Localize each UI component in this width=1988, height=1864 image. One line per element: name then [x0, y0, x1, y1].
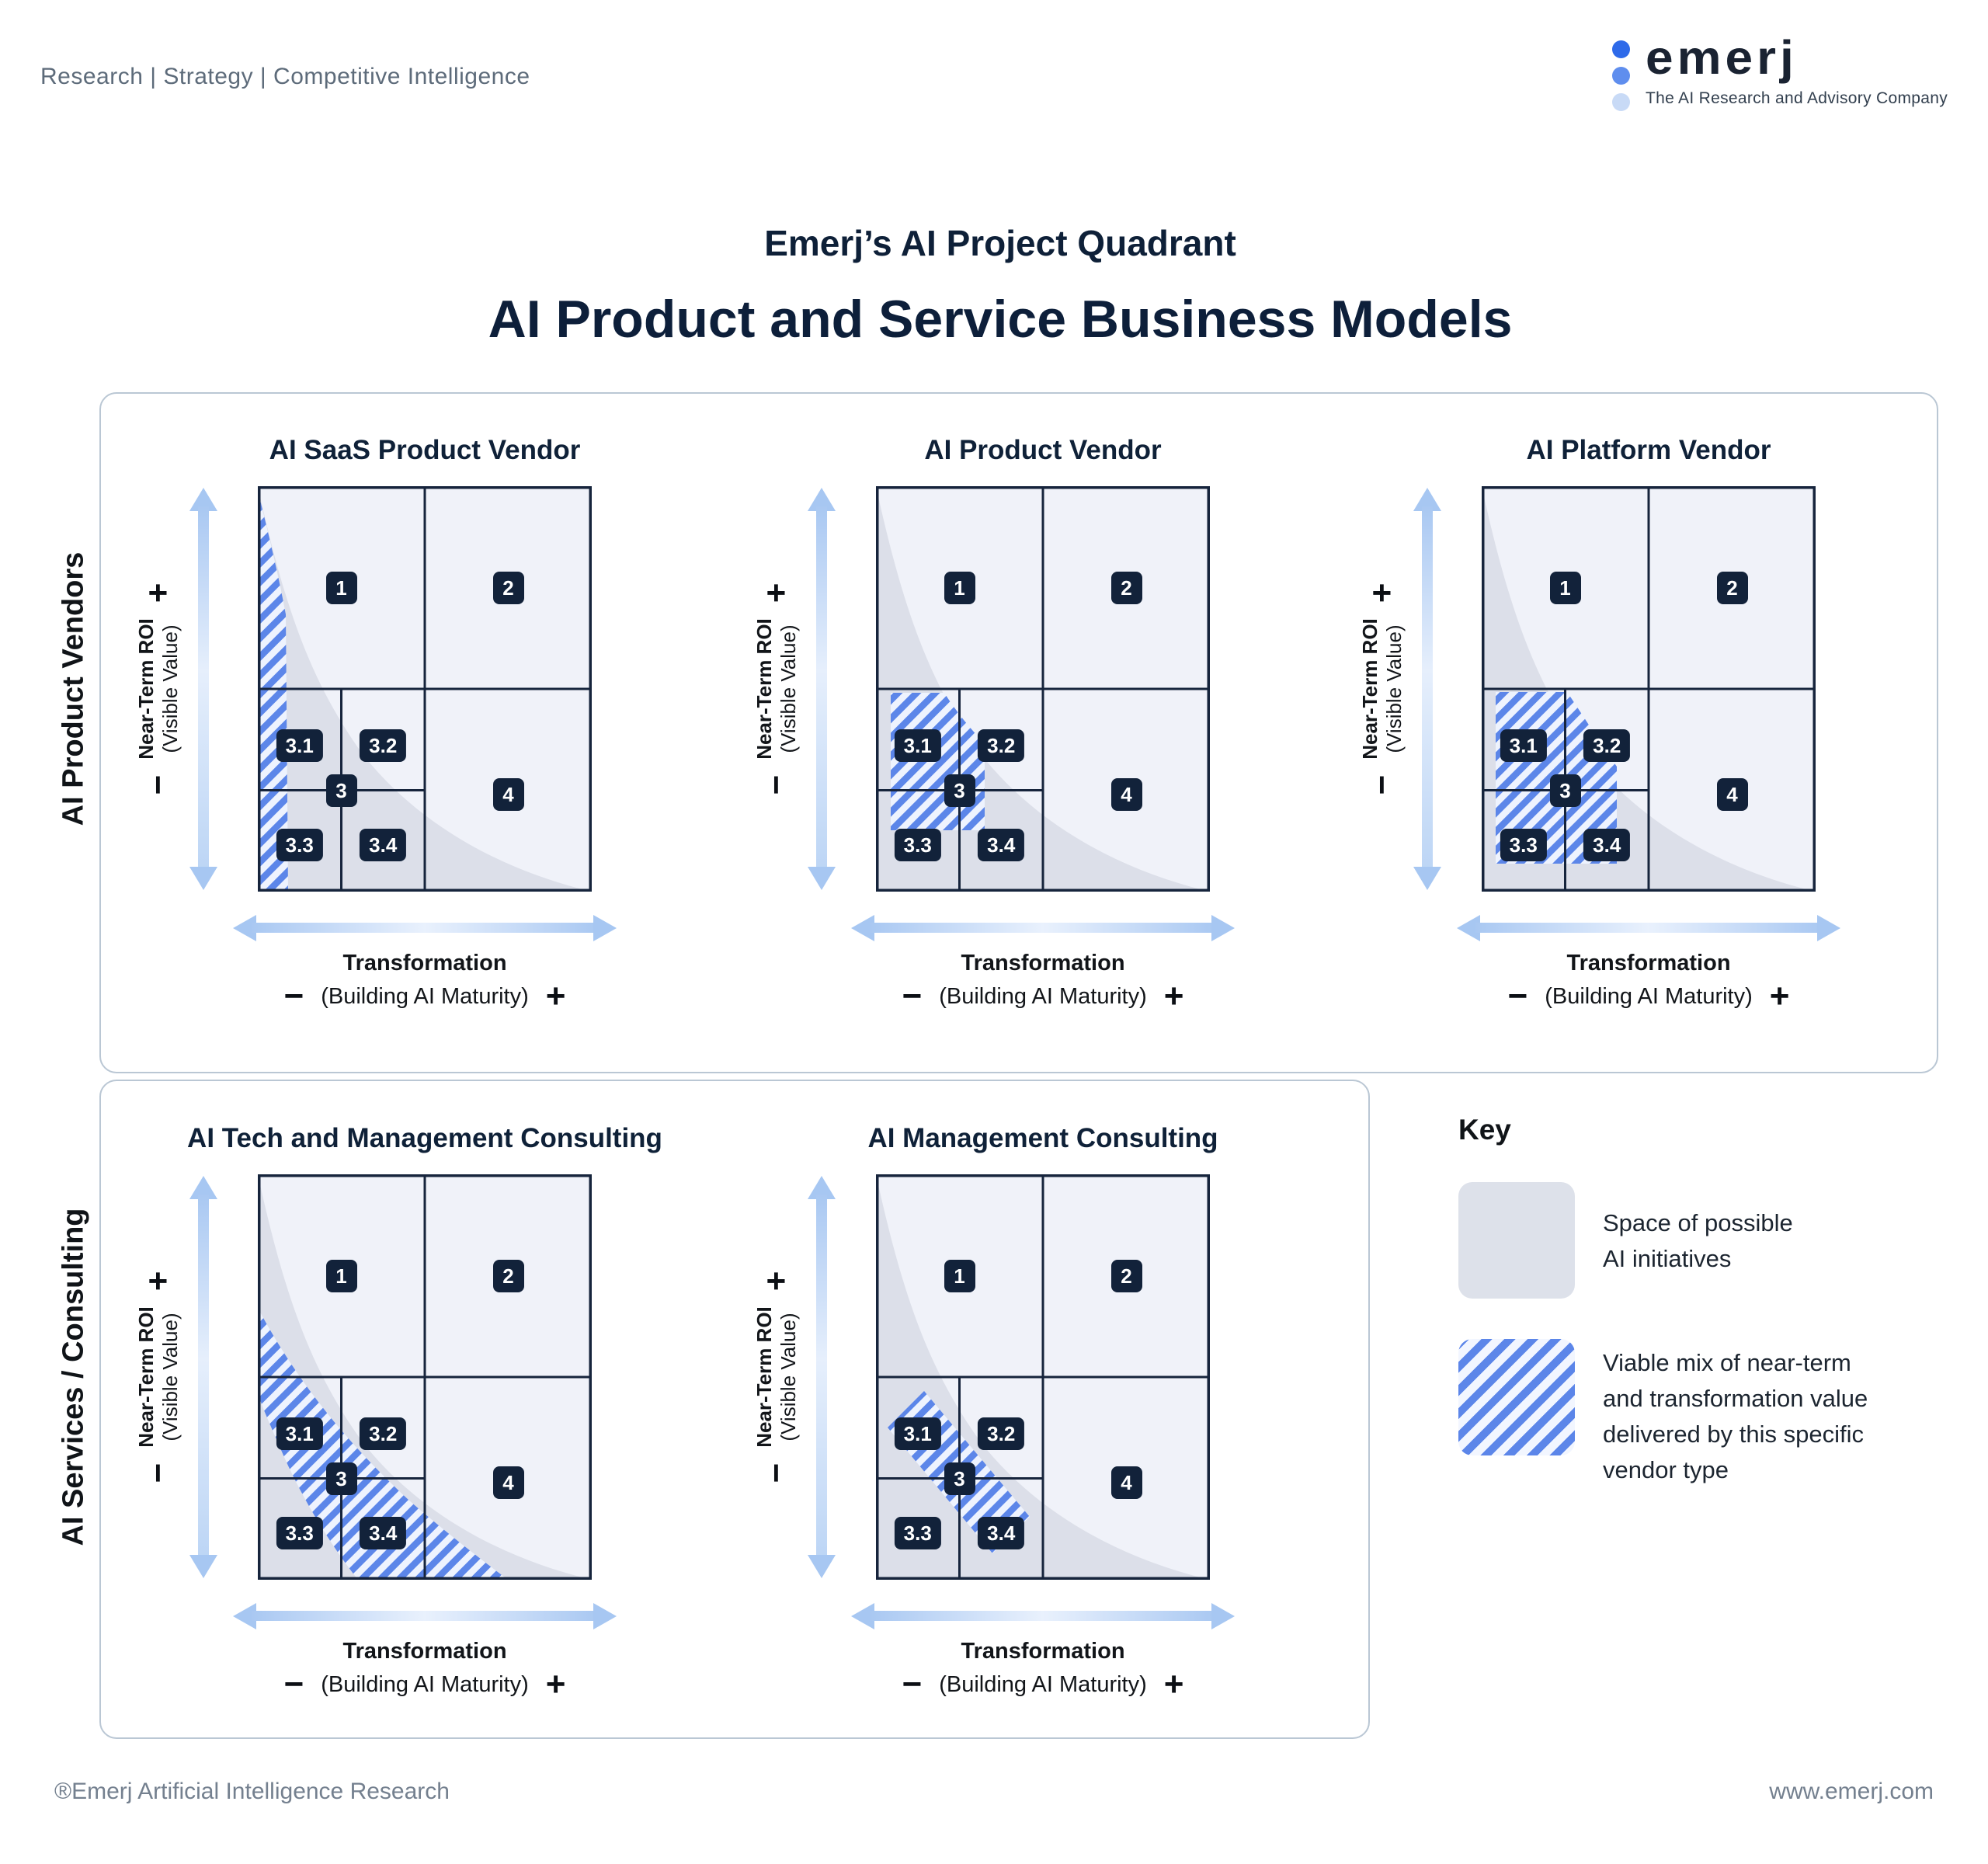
arrow-head-right-icon — [593, 915, 617, 941]
quadrant-plot-ai-product-vendor — [876, 486, 1210, 892]
key-line: delivered by this specific — [1603, 1420, 1864, 1448]
page-title: AI Product and Service Business Models — [488, 290, 1513, 349]
x-axis-arrow-icon — [851, 1603, 1235, 1629]
x-axis-arrow-icon — [851, 915, 1235, 941]
arrow-shaft — [1422, 506, 1433, 871]
quadrant-badge-1: 1 — [944, 572, 975, 604]
y-axis-minus: − — [1363, 774, 1401, 795]
y-axis-label-line2: (Visible Value) — [158, 624, 182, 753]
key-swatch-space-of-possible — [1458, 1182, 1575, 1299]
y-axis-minus: − — [139, 1462, 177, 1483]
y-axis-label-line2: (Visible Value) — [158, 1313, 182, 1441]
logo-text-block — [1646, 30, 1948, 108]
x-axis-plus: + — [545, 1665, 566, 1703]
logo-dots-icon — [1612, 33, 1630, 111]
x-axis-plus: + — [1769, 977, 1790, 1015]
arrow-shaft — [198, 506, 209, 871]
quadrant-badge-3: 3 — [326, 1462, 357, 1495]
emerj-logo — [1612, 30, 1948, 111]
arrow-head-down-icon — [189, 1555, 217, 1578]
key-label-space-of-possible — [1603, 1205, 1793, 1277]
x-axis-label-text: (Building AI Maturity) — [321, 983, 529, 1009]
y-axis-minus: − — [139, 774, 177, 795]
x-axis-label-line2 — [810, 1665, 1276, 1703]
quadrant-badge-2: 2 — [493, 1260, 524, 1292]
x-axis-label-line1: Transformation — [342, 1639, 507, 1664]
y-axis-plus: + — [139, 1271, 177, 1292]
y-axis-label-line2: (Visible Value) — [777, 1313, 800, 1441]
x-axis-label-line2 — [1416, 979, 1882, 1014]
arrow-shaft — [1475, 923, 1822, 933]
quadrant-badge-3-3: 3.3 — [895, 829, 941, 861]
quadrant-plot-ai-saas-product-vendor — [258, 486, 592, 892]
quadrant-badge-3-4: 3.4 — [360, 1517, 406, 1549]
quadrant-badge-3-4: 3.4 — [978, 1517, 1024, 1549]
arrow-head-down-icon — [1413, 867, 1441, 890]
quadrant-badge-1: 1 — [326, 1260, 357, 1292]
x-axis-label — [1416, 951, 1882, 1014]
brand-tagline: Research | Strategy | Competitive Intelligence — [40, 64, 530, 89]
logo-dot-3 — [1612, 93, 1630, 111]
quadrant-badge-3-1: 3.1 — [276, 729, 323, 762]
y-axis-label-line1: Near-Term ROI — [752, 618, 776, 760]
arrow-head-down-icon — [808, 1555, 836, 1578]
quadrant-badge-3-4: 3.4 — [978, 829, 1024, 861]
x-axis-label-text: (Building AI Maturity) — [321, 1671, 529, 1697]
chart-title-ai-management-consulting: AI Management Consulting — [867, 1123, 1218, 1153]
arrow-head-right-icon — [1817, 915, 1840, 941]
x-axis-arrow-icon — [233, 1603, 617, 1629]
y-axis-label-text — [752, 618, 801, 760]
logo-dot-2 — [1612, 67, 1630, 85]
y-axis-label — [1358, 583, 1406, 795]
y-axis-minus: − — [757, 774, 795, 795]
x-axis-label-line1: Transformation — [1566, 951, 1731, 975]
key-label-viable-mix — [1603, 1345, 1868, 1488]
x-axis-label — [192, 1639, 658, 1702]
y-axis-label — [752, 583, 801, 795]
quadrant-badge-3-1: 3.1 — [1500, 729, 1547, 762]
x-axis-plus: + — [545, 977, 566, 1015]
y-axis-label-line2: (Visible Value) — [1382, 624, 1406, 753]
y-axis-label — [752, 1271, 801, 1483]
row-label-ai-product-vendors: AI Product Vendors — [57, 551, 90, 826]
y-axis-label-text — [1358, 618, 1406, 760]
x-axis-minus: − — [283, 1665, 304, 1703]
quadrant-badge-3-2: 3.2 — [978, 729, 1024, 762]
arrow-shaft — [252, 1611, 598, 1621]
arrow-shaft — [870, 1611, 1216, 1621]
y-axis-plus: + — [1363, 582, 1401, 603]
y-axis-label-text — [134, 1306, 182, 1448]
y-axis-plus: + — [757, 582, 795, 603]
x-axis-plus: + — [1163, 977, 1184, 1015]
arrow-shaft — [198, 1195, 209, 1560]
y-axis-arrow-icon — [189, 488, 217, 890]
quadrant-badge-2: 2 — [1717, 572, 1748, 604]
x-axis-arrow-icon — [1457, 915, 1840, 941]
footer-url: www.emerj.com — [1769, 1779, 1934, 1804]
y-axis-label — [134, 1271, 182, 1483]
y-axis-arrow-icon — [808, 488, 836, 890]
x-axis-label-text: (Building AI Maturity) — [939, 983, 1147, 1009]
y-axis-label-line1: Near-Term ROI — [752, 1306, 776, 1448]
arrow-shaft — [870, 923, 1216, 933]
y-axis-plus: + — [757, 1271, 795, 1292]
arrow-head-down-icon — [189, 867, 217, 890]
y-axis-label-line1: Near-Term ROI — [134, 1306, 158, 1448]
quadrant-badge-3: 3 — [944, 774, 975, 807]
quadrant-badge-2: 2 — [493, 572, 524, 604]
logo-subtitle: The AI Research and Advisory Company — [1646, 89, 1948, 107]
quadrant-badge-3: 3 — [1550, 774, 1581, 807]
y-axis-label-text — [134, 618, 182, 760]
x-axis-label-line2 — [192, 979, 658, 1014]
x-axis-label-line2 — [810, 979, 1276, 1014]
y-axis-arrow-icon — [1413, 488, 1441, 890]
y-axis-minus: − — [757, 1462, 795, 1483]
page-kicker: Emerj’s AI Project Quadrant — [764, 223, 1236, 263]
quadrant-badge-4: 4 — [1111, 778, 1142, 811]
quadrant-badge-4: 4 — [493, 778, 524, 811]
key-line: and transformation value — [1603, 1384, 1868, 1412]
quadrant-badge-3-1: 3.1 — [895, 729, 941, 762]
quadrant-badge-3-1: 3.1 — [276, 1417, 323, 1450]
quadrant-badge-3-2: 3.2 — [360, 729, 406, 762]
x-axis-label-text: (Building AI Maturity) — [1545, 983, 1753, 1009]
quadrant-badge-3-2: 3.2 — [360, 1417, 406, 1450]
quadrant-badge-4: 4 — [1111, 1466, 1142, 1499]
quadrant-badge-3: 3 — [326, 774, 357, 807]
key-line: Viable mix of near-term — [1603, 1349, 1851, 1376]
arrow-head-down-icon — [808, 867, 836, 890]
x-axis-arrow-icon — [233, 915, 617, 941]
chart-title-ai-tech-and-management-consulting: AI Tech and Management Consulting — [187, 1123, 662, 1153]
quadrant-badge-3-3: 3.3 — [276, 829, 323, 861]
quadrant-badge-4: 4 — [493, 1466, 524, 1499]
y-axis-label-line1: Near-Term ROI — [1357, 618, 1382, 760]
x-axis-minus: − — [902, 977, 923, 1015]
quadrant-badge-4: 4 — [1717, 778, 1748, 811]
y-axis-arrow-icon — [189, 1176, 217, 1578]
x-axis-label-text: (Building AI Maturity) — [939, 1671, 1147, 1697]
quadrant-plot-ai-tech-and-management-consulting — [258, 1174, 592, 1580]
x-axis-minus: − — [283, 977, 304, 1015]
y-axis-label-line1: Near-Term ROI — [134, 618, 158, 760]
quadrant-badge-3-4: 3.4 — [1583, 829, 1630, 861]
quadrant-badge-3-3: 3.3 — [1500, 829, 1547, 861]
quadrant-badge-2: 2 — [1111, 1260, 1142, 1292]
key-line: AI initiatives — [1603, 1244, 1732, 1272]
quadrant-badge-3-1: 3.1 — [895, 1417, 941, 1450]
x-axis-label-line1: Transformation — [342, 951, 507, 975]
quadrant-badge-3-2: 3.2 — [1583, 729, 1630, 762]
arrow-shaft — [816, 1195, 827, 1560]
y-axis-plus: + — [139, 582, 177, 603]
chart-title-ai-saas-product-vendor: AI SaaS Product Vendor — [269, 435, 581, 465]
arrow-head-right-icon — [593, 1603, 617, 1629]
quadrant-badge-3-4: 3.4 — [360, 829, 406, 861]
quadrant-badge-1: 1 — [326, 572, 357, 604]
quadrant-plot-ai-management-consulting — [876, 1174, 1210, 1580]
quadrant-badge-3-2: 3.2 — [978, 1417, 1024, 1450]
x-axis-label — [192, 951, 658, 1014]
y-axis-label — [134, 583, 182, 795]
quadrant-plot-ai-platform-vendor — [1482, 486, 1816, 892]
y-axis-arrow-icon — [808, 1176, 836, 1578]
chart-title-ai-platform-vendor: AI Platform Vendor — [1526, 435, 1771, 465]
x-axis-plus: + — [1163, 1665, 1184, 1703]
arrow-shaft — [252, 923, 598, 933]
quadrant-badge-3-3: 3.3 — [895, 1517, 941, 1549]
logo-dot-1 — [1612, 40, 1630, 58]
key-line: Space of possible — [1603, 1209, 1793, 1236]
x-axis-minus: − — [1507, 977, 1528, 1015]
arrow-shaft — [816, 506, 827, 871]
quadrant-badge-1: 1 — [1550, 572, 1581, 604]
arrow-head-right-icon — [1211, 915, 1235, 941]
x-axis-label — [810, 1639, 1276, 1702]
quadrant-badge-3-3: 3.3 — [276, 1517, 323, 1549]
arrow-head-right-icon — [1211, 1603, 1235, 1629]
quadrant-badge-1: 1 — [944, 1260, 975, 1292]
x-axis-minus: − — [902, 1665, 923, 1703]
x-axis-label-line1: Transformation — [961, 1639, 1125, 1664]
chart-title-ai-product-vendor: AI Product Vendor — [924, 435, 1162, 465]
x-axis-label-line2 — [192, 1665, 658, 1703]
x-axis-label-line1: Transformation — [961, 951, 1125, 975]
quadrant-badge-3: 3 — [944, 1462, 975, 1495]
key-line: vendor type — [1603, 1455, 1729, 1483]
y-axis-label-text — [752, 1306, 801, 1448]
key-swatch-viable-mix — [1458, 1339, 1575, 1455]
footer-copyright: ®Emerj Artificial Intelligence Research — [54, 1779, 450, 1804]
key-heading: Key — [1458, 1114, 1511, 1146]
row-label-ai-services-consulting: AI Services / Consulting — [57, 1208, 90, 1546]
logo-wordmark: emerj — [1646, 30, 1798, 85]
y-axis-label-line2: (Visible Value) — [777, 624, 800, 753]
x-axis-label — [810, 951, 1276, 1014]
quadrant-badge-2: 2 — [1111, 572, 1142, 604]
